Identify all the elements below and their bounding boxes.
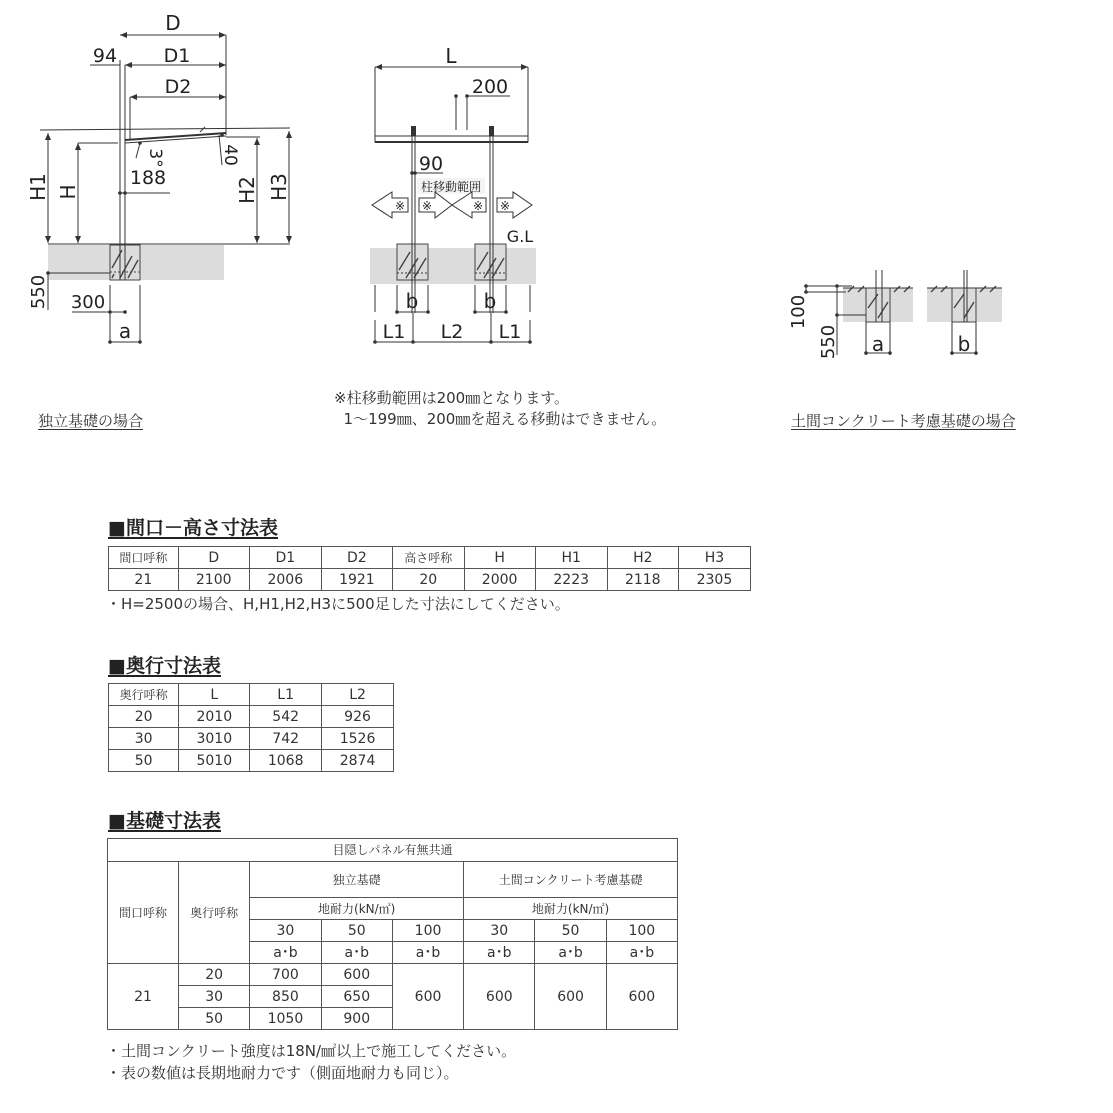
dim-90: 90: [418, 153, 444, 175]
header-cell: L: [179, 684, 250, 706]
header-cell: 間口呼称: [109, 547, 179, 569]
table-cell: 542: [250, 706, 322, 728]
header-cell-depth: 奥行呼称: [179, 862, 250, 964]
table-cell: 2223: [535, 569, 607, 591]
dim-H3: H3: [267, 173, 291, 201]
header-cell: a･b: [392, 942, 463, 964]
dim-D: D: [165, 11, 181, 35]
dim-550-slab: 550: [818, 324, 839, 360]
table-cell: 1921: [321, 569, 392, 591]
header-cell: H1: [535, 547, 607, 569]
header-cell: H: [464, 547, 535, 569]
mark-4: ※: [499, 199, 511, 213]
header-cell-bearing: 地耐力(kN/㎡): [250, 898, 464, 920]
table-cell: 650: [321, 986, 392, 1008]
dim-angle: 3°: [145, 148, 165, 168]
header-cell: H3: [678, 547, 750, 569]
table-cell: 600: [535, 964, 606, 1030]
table-cell: 600: [464, 964, 535, 1030]
concrete-foundation-diagram: [770, 260, 1020, 370]
header-cell: 30: [250, 920, 321, 942]
table-cell: 600: [606, 964, 677, 1030]
dim-94: 94: [92, 45, 118, 67]
table-cell: 900: [321, 1008, 392, 1030]
dim-D1: D1: [163, 45, 191, 67]
header-cell: 30: [464, 920, 535, 942]
header-cell: L2: [322, 684, 394, 706]
dim-200: 200: [471, 76, 509, 98]
table-cell: 20: [109, 706, 179, 728]
header-cell-bearing: 地耐力(kN/㎡): [464, 898, 678, 920]
depth-dimension-table: [108, 683, 394, 772]
table-cell: 850: [250, 986, 321, 1008]
dim-a: a: [118, 319, 132, 343]
table-cell: 2010: [179, 706, 250, 728]
header-cell: 100: [392, 920, 463, 942]
header-cell-independent: 独立基礎: [250, 862, 464, 898]
table-cell: 1068: [250, 750, 322, 772]
dim-b-right: b: [483, 289, 497, 313]
table-cell: 20: [392, 569, 464, 591]
dim-L1-right: L1: [498, 321, 522, 343]
header-cell: D1: [249, 547, 321, 569]
header-cell-frontage: 間口呼称: [108, 862, 179, 964]
header-cell: 100: [606, 920, 677, 942]
header-cell: 50: [321, 920, 392, 942]
table-header-row: [108, 862, 678, 898]
table-cell: 50: [179, 1008, 250, 1030]
foundation-note-1: ・土間コンクリート強度は18N/㎟以上で施工してください。: [106, 1042, 517, 1060]
header-cell: a･b: [464, 942, 535, 964]
header-cell: 50: [535, 920, 606, 942]
table-cell: 2006: [249, 569, 321, 591]
header-cell: D2: [321, 547, 392, 569]
dim-b-left: b: [405, 289, 419, 313]
table-header-row: [109, 547, 751, 569]
dim-H: H: [56, 184, 80, 200]
foundation-table-title: ■基礎寸法表: [108, 810, 221, 832]
dim-H2: H2: [235, 176, 259, 204]
table-cell: 3010: [179, 728, 250, 750]
dim-a-slab: a: [871, 332, 885, 356]
table-cell: 742: [250, 728, 322, 750]
mark-3: ※: [472, 199, 484, 213]
table-header-row: [108, 839, 678, 862]
height-table-title: ■間口－高さ寸法表: [108, 517, 278, 539]
height-table-note: ・H=2500の場合、H,H1,H2,H3に500足した寸法にしてください。: [106, 595, 570, 613]
foundation-dimension-table: [107, 838, 678, 1030]
caption-independent-foundation: 独立基礎の場合: [38, 412, 144, 430]
dim-b-slab: b: [957, 332, 971, 356]
header-cell: a･b: [606, 942, 677, 964]
header-cell: L1: [250, 684, 322, 706]
foundation-note-2: ・表の数値は長期地耐力です（側面地耐力も同じ）。: [106, 1064, 459, 1082]
post-range-note-2: 1～199㎜、200㎜を超える移動はできません。: [334, 410, 667, 428]
header-cell: H2: [607, 547, 678, 569]
table-cell: 30: [109, 728, 179, 750]
table-cell: 50: [109, 750, 179, 772]
table-cell: 20: [179, 964, 250, 986]
post-range-note-1: ※柱移動範囲は200㎜となります。: [334, 389, 570, 407]
table-cell: 1526: [322, 728, 394, 750]
table-cell: 2000: [464, 569, 535, 591]
table-row: [109, 750, 394, 772]
dim-188: 188: [129, 167, 167, 189]
dim-550: 550: [28, 274, 49, 310]
table-cell: 21: [109, 569, 179, 591]
table-header-row: [109, 684, 394, 706]
dim-L: L: [445, 44, 457, 68]
ground-level-label: G.L: [506, 227, 534, 246]
table-cell: 926: [322, 706, 394, 728]
table-cell-frontage: 21: [108, 964, 179, 1030]
table-cell: 700: [250, 964, 321, 986]
height-dimension-table: [108, 546, 751, 591]
dim-100: 100: [788, 294, 809, 330]
table-row: [109, 706, 394, 728]
header-cell: a･b: [321, 942, 392, 964]
dim-L1-left: L1: [382, 321, 406, 343]
mark-2: ※: [421, 199, 433, 213]
post-range-label: 柱移動範囲: [420, 180, 482, 194]
dim-40: 40: [220, 144, 240, 166]
table-cell: 2305: [678, 569, 750, 591]
header-cell: D: [178, 547, 249, 569]
table-row: [109, 569, 751, 591]
dim-300: 300: [70, 292, 106, 313]
header-cell: 奥行呼称: [109, 684, 179, 706]
post-movement-diagram: [340, 30, 580, 350]
dim-L2: L2: [440, 321, 464, 343]
table-cell: 2100: [178, 569, 249, 591]
table-row: [108, 964, 678, 986]
table-cell: 5010: [179, 750, 250, 772]
table-cell: 2874: [322, 750, 394, 772]
table-cell: 600: [321, 964, 392, 986]
dim-D2: D2: [164, 76, 192, 98]
table-cell: 1050: [250, 1008, 321, 1030]
table-cell: 2118: [607, 569, 678, 591]
table-cell: 600: [392, 964, 463, 1030]
table-row: [109, 728, 394, 750]
header-cell-concrete: 土間コンクリート考慮基礎: [464, 862, 678, 898]
dim-H1: H1: [26, 173, 50, 201]
caption-concrete-foundation: 土間コンクリート考慮基礎の場合: [791, 412, 1016, 430]
header-cell-common: 目隠しパネル有無共通: [108, 839, 678, 862]
depth-table-title: ■奥行寸法表: [108, 655, 221, 677]
header-cell: 高さ呼称: [392, 547, 464, 569]
mark-1: ※: [394, 199, 406, 213]
header-cell: a･b: [250, 942, 321, 964]
header-cell: a･b: [535, 942, 606, 964]
independent-foundation-diagram: [0, 0, 330, 360]
table-cell: 30: [179, 986, 250, 1008]
